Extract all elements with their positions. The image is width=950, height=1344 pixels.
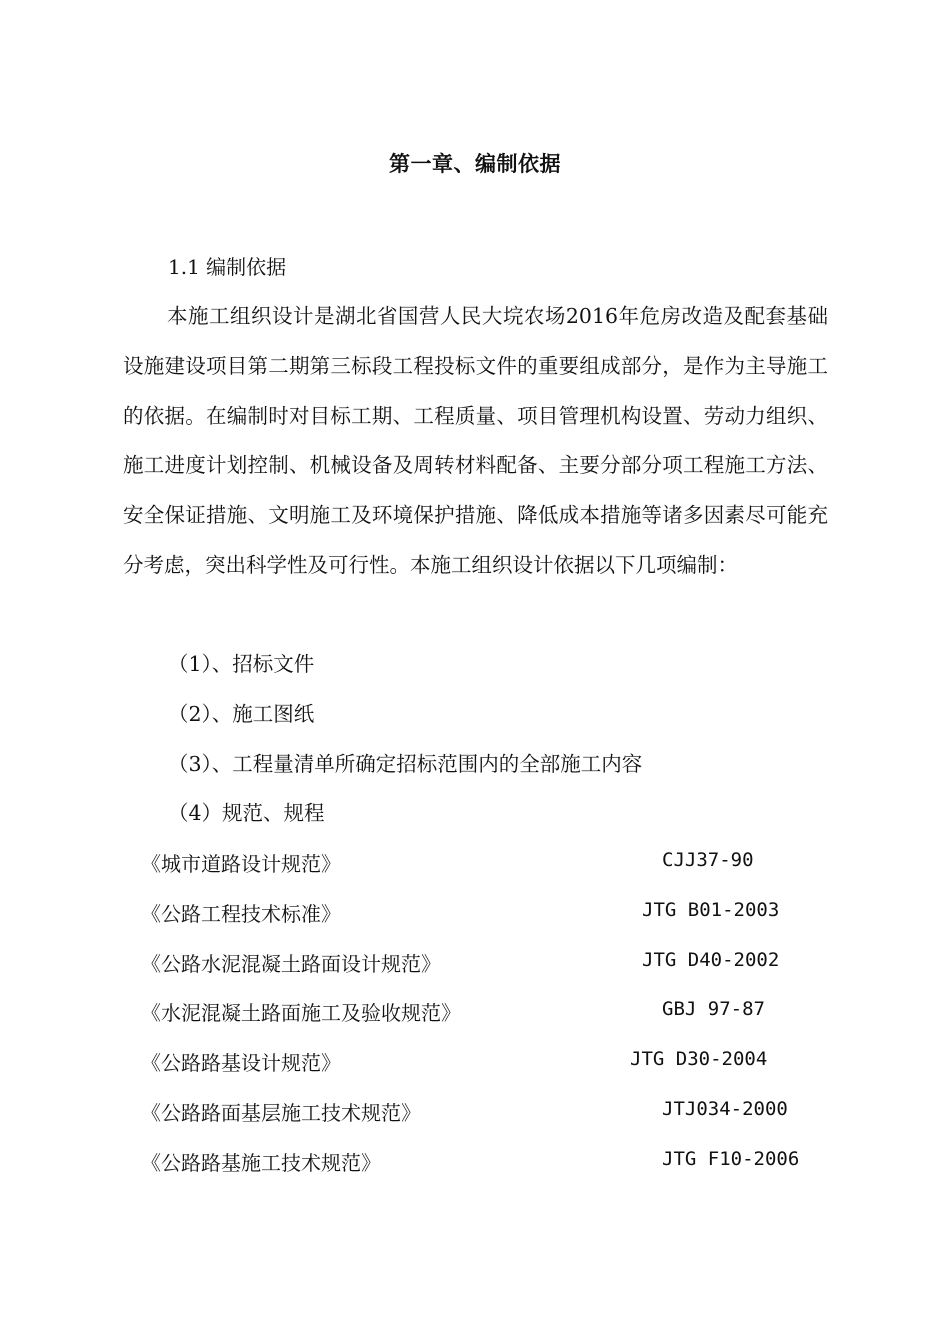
spec-code: GBJ 97-87 [662, 998, 765, 1020]
spec-code: JTG F10-2006 [662, 1148, 800, 1170]
section-heading: 1.1 编制依据 [168, 255, 287, 279]
list-item: （4）规范、规程 [168, 801, 325, 825]
spec-name: 《公路工程技术标准》 [141, 902, 341, 926]
spec-code: JTG D40-2002 [642, 949, 780, 971]
spec-name: 《公路路面基层施工技术规范》 [141, 1101, 421, 1125]
spec-name: 《水泥混凝土路面施工及验收规范》 [141, 1001, 461, 1025]
list-item: （3）、工程量清单所确定招标范围内的全部施工内容 [168, 752, 643, 776]
chapter-title: 第一章、编制依据 [389, 151, 561, 176]
spec-name: 《公路水泥混凝土路面设计规范》 [141, 952, 441, 976]
list-item: （2）、施工图纸 [168, 702, 315, 726]
spec-name: 《公路路基施工技术规范》 [141, 1151, 381, 1175]
body-paragraph: 本施工组织设计是湖北省国营人民大垸农场2016年危房改造及配套基础设施建设项目第二期第三标段工程投标文件的重要组成部分，是作为主导施工的依据。在编制时对目标工期、工程质量、项目管理机构设置、劳动力组织、施工进度计划控制、机械设备及周转材料配备、主要分部分项工程施工方法、安全保证措施、文明施工及环境保护措施、降低成本措施等诸多因素尽可能充分考虑，突出科学性及可行性。本施工组织设计依据以下几项编制： [123, 304, 828, 577]
list-item: （1）、招标文件 [168, 652, 315, 676]
spec-code: JTG D30-2004 [630, 1048, 768, 1070]
spec-code: CJJ37-90 [662, 849, 754, 871]
spec-name: 《城市道路设计规范》 [141, 852, 341, 876]
spec-code: JTJ034-2000 [662, 1098, 788, 1120]
spec-name: 《公路路基设计规范》 [141, 1051, 341, 1075]
spec-code: JTG B01-2003 [642, 899, 780, 921]
